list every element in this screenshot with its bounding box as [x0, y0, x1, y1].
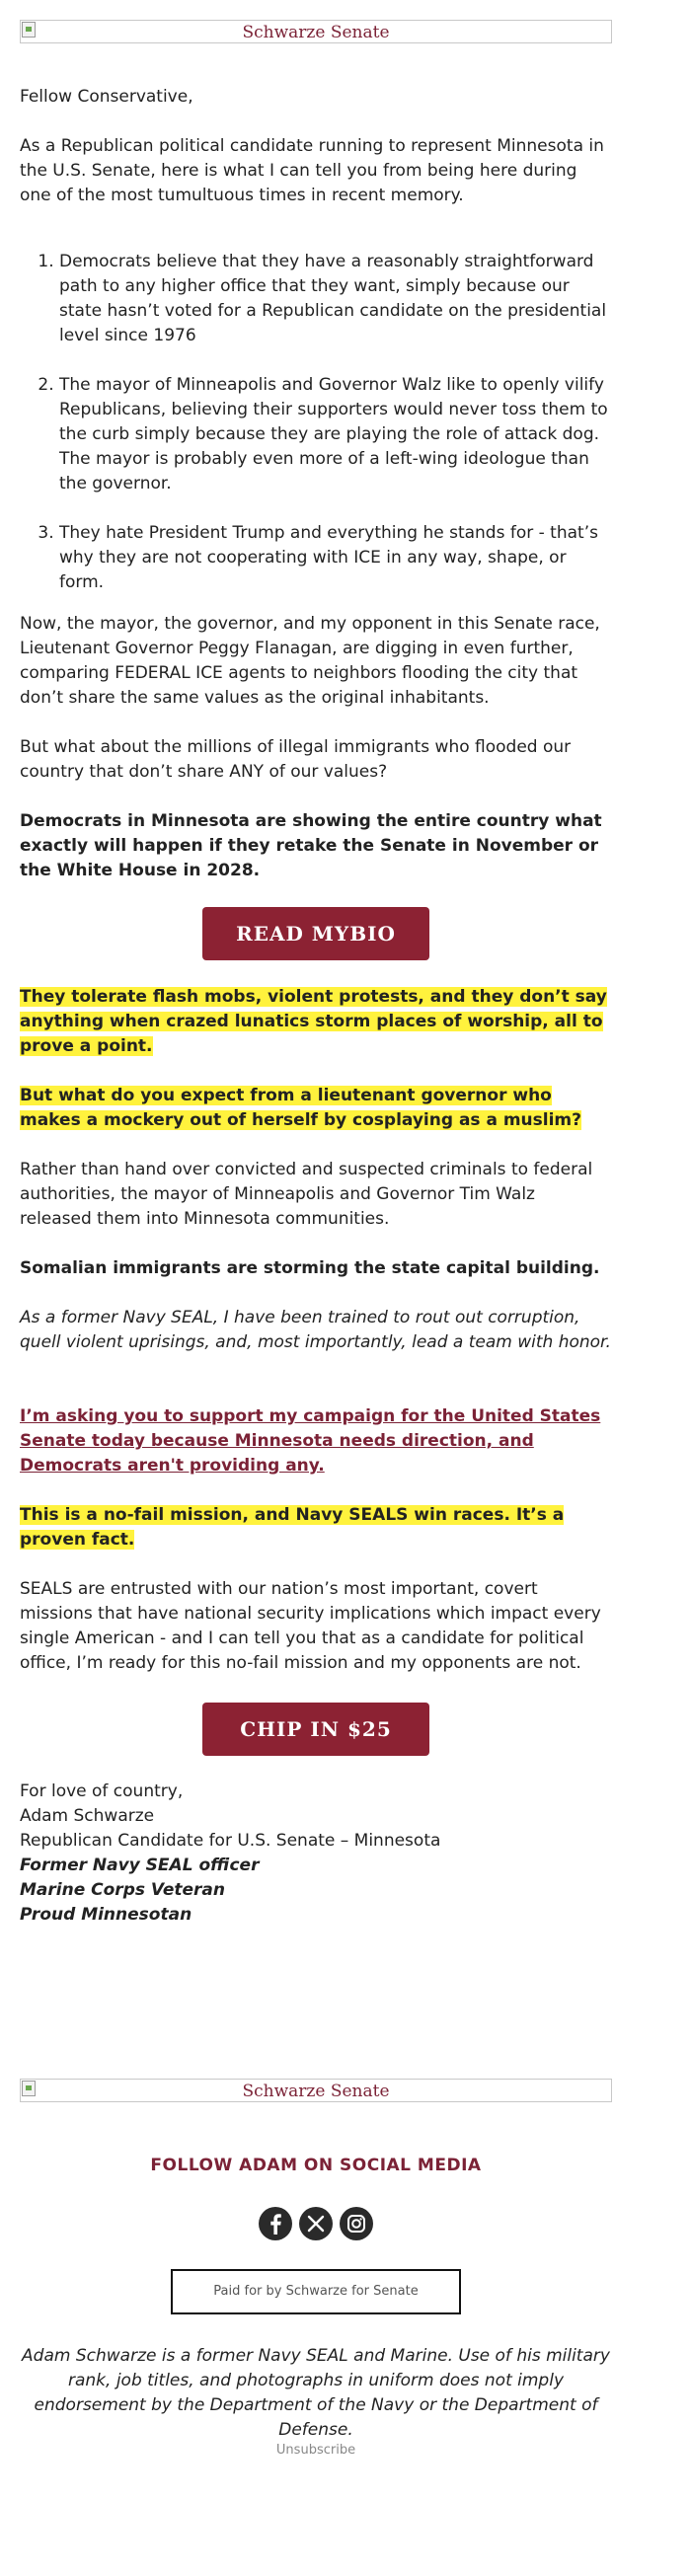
facebook-icon[interactable] — [259, 2207, 292, 2240]
highlighted-text: They tolerate flash mobs, violent protests, and they don’t say anything when crazed lunatics storm places of worship, all to prove a point. — [20, 987, 607, 1056]
flash-mobs-highlight — [20, 985, 612, 1059]
header-logo-alt: Schwarze Senate — [242, 23, 390, 42]
democrats-bold-paragraph: Democrats in Minnesota are showing the entire country what exactly will happen if they retake the Senate in November or the White House in 2028. — [20, 811, 602, 880]
points-list — [20, 250, 612, 595]
highlighted-text: But what do you expect from a lieutenant governor who makes a mockery out of herself by cosplaying as a muslim? — [20, 1086, 582, 1130]
signoff-credential: Marine Corps Veteran — [20, 1880, 225, 1900]
signoff-name: Adam Schwarze — [20, 1806, 155, 1826]
somalian-paragraph: Somalian immigrants are storming the state capital building. — [20, 1258, 600, 1278]
seals-paragraph: SEALS are entrusted with our nation’s most important, covert missions that have national security implications which impact every single American - and I can tell you that as a candidate for political office, I’m ready for this no-fail mission and my opponents are not. — [20, 1579, 601, 1673]
footer-logo-alt: Schwarze Senate — [242, 2082, 390, 2101]
unsubscribe-link[interactable]: Unsubscribe — [275, 2443, 356, 2458]
mayor-paragraph: Now, the mayor, the governor, and my opponent in this Senate race, Lieutenant Governor Peggy Flanagan, are digging in even further, comparing FEDERAL ICE agents to neighbors flooding the city that don’t share the same values as the original inhabitants. — [20, 614, 600, 708]
follow-heading: FOLLOW ADAM ON SOCIAL MEDIA — [150, 2156, 482, 2175]
read-bio-button[interactable]: READ MYBIO — [202, 907, 429, 960]
signoff-title: Republican Candidate for U.S. Senate – Minnesota — [20, 1831, 441, 1851]
no-fail-highlight — [20, 1503, 612, 1553]
hand-over-paragraph: Rather than hand over convicted and suspected criminals to federal authorities, the mayor of Minneapolis and Governor Tim Walz released them into Minnesota communities. — [20, 1160, 593, 1229]
chip-in-button[interactable]: CHIP IN $25 — [202, 1703, 429, 1756]
highlighted-text: This is a no-fail mission, and Navy SEALS win races. It’s a proven fact. — [20, 1505, 565, 1550]
header-logo[interactable] — [20, 20, 612, 43]
navy-seal-italic-paragraph: As a former Navy SEAL, I have been trained to rout out corruption, quell violent uprisings, and, most importantly, lead a team with honor. — [20, 1308, 611, 1352]
support-campaign-link-wrap — [20, 1404, 612, 1478]
paid-for-box: Paid for by Schwarze for Senate — [171, 2269, 461, 2314]
list-item: 1. Democrats believe that they have a reasonably straightforward path to any higher office that they want, simply because our state hasn’t voted for a Republican candidate on the presidential level since 1976 — [59, 250, 612, 348]
disclaimer: Adam Schwarze is a former Navy SEAL and Marine. Use of his military rank, job titles, and photographs in uniform does not imply endorsement by the Department of the Navy or the Department of Defense. — [22, 2346, 610, 2440]
signoff-credential: Proud Minnesotan — [20, 1905, 192, 1925]
list-item: 2. The mayor of Minneapolis and Governor Walz like to openly vilify Republicans, believing their supporters would never toss them to the curb simply because they are playing the role of attack dog. The mayor is probably even more of a left-wing ideologue than the governor. — [59, 373, 612, 496]
signoff-credential: Former Navy SEAL officer — [20, 1856, 260, 1875]
millions-paragraph: But what about the millions of illegal immigrants who flooded our country that don’t share ANY of our values? — [20, 737, 572, 782]
lieutenant-highlight — [20, 1084, 612, 1133]
signoff-line: For love of country, — [20, 1781, 184, 1801]
support-campaign-link[interactable]: I’m asking you to support my campaign for the United States Senate today because Minnesota needs direction, and Democrats aren't providing any. — [20, 1406, 601, 1476]
list-item: 3. They hate President Trump and everything he stands for - that’s why they are not cooperating with ICE in any way, shape, or form. — [59, 521, 612, 595]
signoff — [20, 1780, 612, 1928]
greeting: Fellow Conservative, — [20, 87, 193, 107]
instagram-icon[interactable] — [340, 2207, 373, 2240]
intro-paragraph: As a Republican political candidate running to represent Minnesota in the U.S. Senate, here is what I can tell you from being here during one of the most tumultuous times in recent memory. — [20, 136, 604, 205]
x-icon[interactable] — [299, 2207, 333, 2240]
footer-logo[interactable] — [20, 2079, 612, 2102]
